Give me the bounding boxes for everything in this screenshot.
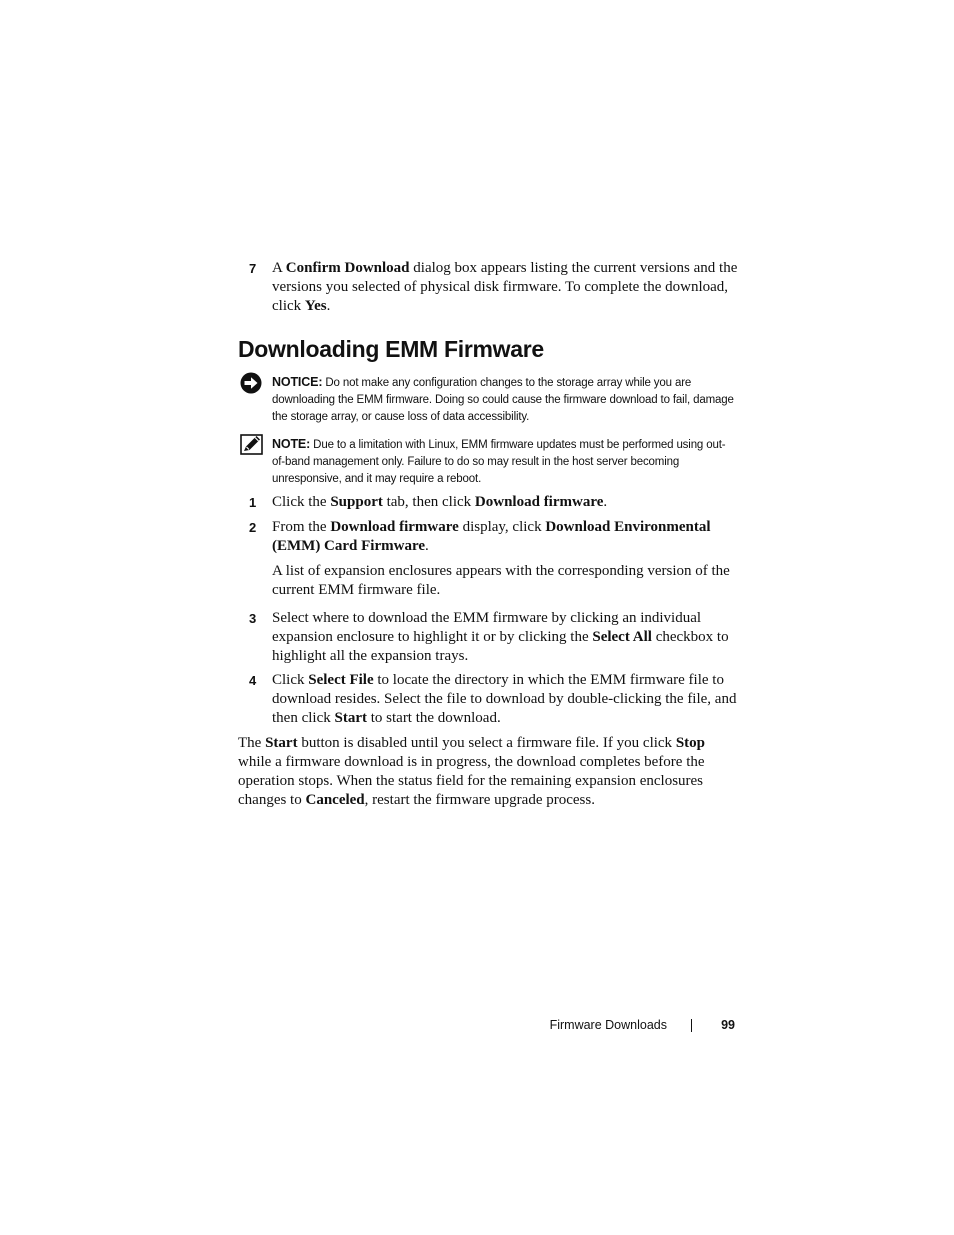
step-number: 3 [249,611,257,626]
ui-term: Download firmware [474,494,604,510]
ui-term: Download Environmental (EMM) Card Firmware [272,519,711,554]
notice-arrow-icon [240,372,262,394]
step-number: 4 [249,673,257,688]
ui-term: Stop [675,735,705,751]
step-text: Click Select File to locate the directory in which the EMM firmware file to download resides. Select the file to download by double-clicking the file, and then click Start to start the download. [272,672,737,726]
step-1 [249,493,739,513]
page-number: 99 [721,1018,735,1032]
step-4 [249,671,739,729]
step-number: 2 [249,520,257,535]
page-footer [500,1016,735,1034]
step-subtext: A list of expansion enclosures appears with the corresponding version of the current EMM firmware file. [272,563,730,598]
notice-callout [238,372,738,428]
step-number: 7 [249,261,257,276]
step-text: A Confirm Download dialog box appears listing the current versions and the versions you selected of physical disk firmware. To complete the download, click Yes. [272,260,738,314]
step-2 [249,518,739,602]
ui-term: Start [265,735,298,751]
section-heading: Downloading EMM Firmware [238,336,544,362]
step-number: 1 [249,495,257,510]
ui-term: Select All [592,629,652,645]
footer-divider [691,1019,692,1032]
note-callout [238,434,738,488]
step-text: From the Download firmware display, click Download Environmental (EMM) Card Firmware. [272,519,711,554]
ui-term: Yes [304,298,327,314]
note-label: NOTE: [272,437,311,451]
ui-term: Start [334,710,367,726]
note-pencil-icon [240,434,262,456]
ui-term: Support [330,494,383,510]
footer-section-title: Firmware Downloads [549,1018,667,1032]
ui-term: Select File [308,672,374,688]
closing-paragraph: The Start button is disabled until you select a firmware file. If you click Stop while a firmware download is in progress, the download completes before the operation stops. When the status field for the remaining expansion enclosures changes to Canceled, restart the firmware upgrade process. [238,735,705,808]
step-7 [249,259,739,319]
step-3 [249,609,739,667]
step-text: Click the Support tab, then click Download firmware. [272,494,608,510]
ui-term: Confirm Download [285,260,410,276]
note-text: NOTE: Due to a limitation with Linux, EMM firmware updates must be performed using out-of-band management only. Failure to do so may result in the host server becoming unresponsive, and it may require a reboot. [272,437,726,485]
ui-term: Canceled [305,792,365,808]
step-text: Select where to download the EMM firmware by clicking an individual expansion enclosure to highlight it or by clicking the Select All checkbox to highlight all the expansion trays. [272,610,729,664]
notice-label: NOTICE: [272,375,323,389]
ui-term: Download firmware [330,519,459,535]
notice-text: NOTICE: Do not make any configuration changes to the storage array while you are downloading the EMM firmware. Doing so could cause the firmware download to fail, damage the storage array, or cause loss of data accessibility. [272,375,734,423]
